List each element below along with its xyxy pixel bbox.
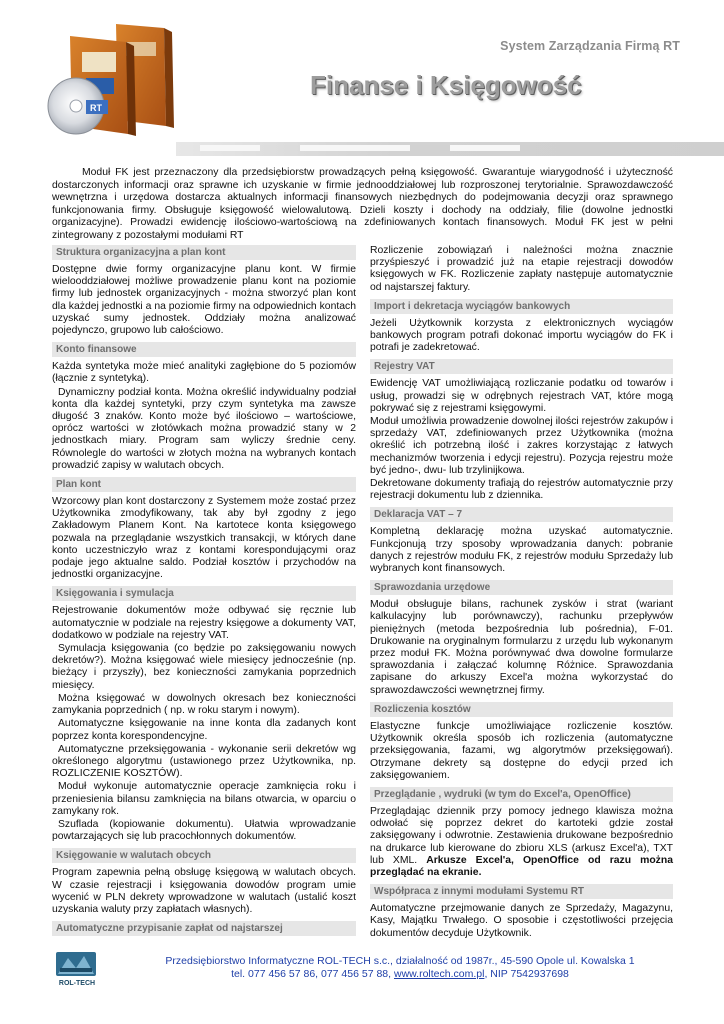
section-text: Jeżeli Użytkownik korzysta z elektronicznych wyciągów bankowych program potrafi dokonać importu wyciągów do FK i potrafi je zadekretować. bbox=[370, 317, 673, 354]
band-highlight bbox=[450, 145, 520, 151]
roltech-logo bbox=[54, 950, 100, 988]
page-header bbox=[0, 0, 724, 165]
section-text: Szuflada (kopiowanie dokumentu). Ułatwia wprowadzanie powtarzających się lub pracochłonnych dokumentów. bbox=[52, 818, 356, 843]
system-title: System Zarządzania Firmą RT bbox=[500, 39, 680, 53]
section-text: Program zapewnia pełną obsługę księgową w walutach obcych. W czasie rejestracji i księgowania dowodów program umie wycenić w PLN dekrety wprowadzone w walutach (ustalić koszt uzyskania waluty przy zapłatach własnych). bbox=[52, 867, 356, 915]
section-text: Automatyczne księgowanie na inne konta dla zadanych kont poprzez konta korespondencyjne. bbox=[52, 718, 356, 742]
footer bbox=[120, 955, 680, 981]
website-link[interactable]: www.roltech.com.pl bbox=[393, 968, 485, 980]
section-text: Automatyczne przejmowanie danych ze Sprzedaży, Magazynu, Kasy, Majątku Trwałego. O sposobie i częstotliwości przejęcia dokumentów decyduje Użytkownik. bbox=[370, 903, 673, 939]
band-highlight bbox=[200, 145, 260, 151]
right-column bbox=[370, 245, 673, 941]
section-text bbox=[370, 806, 673, 879]
intro-paragraph: Moduł FK jest przeznaczony dla przedsiębiorstw prowadzących pełną księgowość. Gwarantuje wiarygodność i użyteczność dostarczonych informacji oraz sprawne ich uzyskanie w firmie jednooddziałowej lub rozproszonej terytorialnie. Sprawozdawczość wewnętrzna i urzędowa dostarcza aktualnych informacji finansowych niezbędnych do podejmowania decyzji oraz sprawnego funkcjonowania firmy. Obsługuje księgowość wielowalutową. Dzieli koszty i dochody na oddziały, filie (dowolne jednostki organizacyjne). Prowadzi ewidencję ilościowo-wartościową na zdefiniowanych kontach finansowych. Moduł FK jest w pełni zintegrowany z pozostałymi modułami RT bbox=[52, 167, 673, 241]
section-heading: Import i dekretacja wyciągów bankowych bbox=[370, 299, 673, 314]
section-text: Automatyczne przeksięgowania - wykonanie serii dekretów wg określonego algorytmu (ustawionego przez Użytkownika, np. ROZLICZENIE KOSZTÓW). bbox=[52, 743, 356, 780]
software-box-image bbox=[46, 22, 178, 142]
section-text: Wzorcowy plan kont dostarczony z Systemem może zostać przez Użytkownika zmodyfikowany, tak aby był zgodny z jego Zakładowym Planem Kont. Na kartotece konta księgowego pozwala na przeglądanie wszystkich transakcji, w których dane konto uczestniczyło wraz z kontami korespondującymi oraz podaje jego aktualne saldo. Podział kosztów i przychodów na jednostki organizacyjne. bbox=[52, 496, 356, 581]
section-heading: Plan kont bbox=[52, 477, 356, 492]
section-text: Moduł obsługuje bilans, rachunek zysków i strat (wariant kalkulacyjny lub porównawczy), rachunku przepływów pieniężnych (metoda bezpośrednia lub pośrednia), F-01. Drukowanie na oryginalnym formularzu z urzędu lub wykonanym przez moduł FK. Można porównywać dwa dowolne formularze sprawozdania i załączać kolumnę Różnice. Sprawozdania zapisane do arkuszy Excel'a można wykorzystać do sprawozdawczości wewnętrznej firmy. bbox=[370, 599, 673, 696]
section-text: Każda syntetyka może mieć analityki zagłębione do 5 poziomów (łącznie z syntetyką). bbox=[52, 361, 356, 385]
section-heading: Przeglądanie , wydruki (w tym do Excel'a, OpenOffice) bbox=[370, 787, 673, 802]
svg-text:RT: RT bbox=[90, 103, 102, 113]
section-text: Dynamiczny podział konta. Można określić indywidualny podział konta dla każdej syntetyki, przy czym syntetyka ma zawsze długość 3 znaków. Konto może być ilościowo – wartościowe, oprócz wartości w złotówkach można prowadzić stany w 2 jednostkach miary. Program sam wyliczy średnie ceny. Równolegle do wartości w złotych można na wybranych kontach prowadzić zapisy w walutach obcych. bbox=[52, 386, 356, 471]
section-text: Symulacja księgowania (co będzie po zaksięgowaniu nowych dekretów?). Można księgować wiele miesięcy jednocześnie (np. bieżący i przyszły), bez konieczności zamykania poprzednich miesięcy. bbox=[52, 643, 356, 691]
section-text: Dostępne dwie formy organizacyjne planu kont. W firmie wielooddziałowej możliwe prowadzenie planu kont na poziomie firmy lub jednostek organizacyjnych - można stworzyć plan kont dla każdej jednostki a na poziomie firmy na odpowiednich kontach uzyskać sumy jednostek. Oddziały można analizować pojedynczo, grupowo lub całościowo. bbox=[52, 264, 356, 337]
section-heading: Księgowanie w walutach obcych bbox=[52, 848, 356, 863]
left-column bbox=[52, 245, 356, 940]
section-text-bold: Arkusze Excel'a, OpenOffice od razu można przeglądać na ekranie. bbox=[370, 854, 673, 878]
footer-contact-line bbox=[120, 968, 680, 981]
logo-text: ROL-TECH bbox=[58, 980, 96, 987]
section-text: Elastyczne funkcje umożliwiające rozliczenie kosztów. Użytkownik określa sposób ich rozliczenia (automatyczne przeksięgowania, fazami, wg algorytmów przeksięgowań). Otrzymane dekrety są dostępne do edycji przed ich zaksięgowaniem. bbox=[370, 720, 673, 781]
section-heading: Rejestry VAT bbox=[370, 359, 673, 374]
section-text: Dekretowane dokumenty trafiają do rejestrów automatycznie przy rejestracji dokumentu lub z dziennika. bbox=[370, 478, 673, 502]
section-heading: Automatyczne przypisanie zapłat od najstarszej bbox=[52, 921, 356, 936]
section-text: Można księgować w dowolnych okresach bez konieczności zamykania poprzednich ( np. w roku starym i nowym). bbox=[52, 692, 356, 717]
section-text: Kompletną deklarację można uzyskać automatycznie. Funkcjonują trzy sposoby wprowadzania danych: pobranie danych z rejestrów modułu FK, z rejestrów modułu Sprzedaży lub wybranych kont finansowych. bbox=[370, 526, 673, 575]
section-heading: Deklaracja VAT – 7 bbox=[370, 507, 673, 522]
page-title: Finanse i Księgowość bbox=[310, 70, 582, 100]
section-heading: Rozliczenia kosztów bbox=[370, 702, 673, 717]
section-heading: Współpraca z innymi modułami Systemu RT bbox=[370, 884, 673, 899]
section-heading: Sprawozdania urzędowe bbox=[370, 580, 673, 595]
section-text: Ewidencję VAT umożliwiającą rozliczanie podatku od towarów i usług, prowadzi się w odrębnych rejestrach VAT, które mogą pokrywać się z rejestrami księgowymi. bbox=[370, 378, 673, 414]
footer-company-line: Przedsiębiorstwo Informatyczne ROL-TECH s.c., działalność od 1987r., 45-590 Opole ul. Kowalska 1 bbox=[165, 955, 635, 967]
section-text: Moduł wykonuje automatycznie operacje zamknięcia roku i przeniesienia bilansu zamknięcia na bilans otwarcia, w oparciu o zamykany rok. bbox=[52, 781, 356, 817]
section-text: Rozliczenie zobowiązań i należności można znacznie przyśpieszyć i prowadzić już na etapie rejestracji dowodów księgowych w FK. Rozliczenie zapłaty następuje automatycznie od najstarszej faktury. bbox=[370, 245, 673, 293]
footer-nip: , NIP 7542937698 bbox=[484, 968, 569, 980]
section-text: Moduł umożliwia prowadzenie dowolnej ilości rejestrów zakupów i sprzedaży VAT, zdefiniowanych przez Użytkownika (można określić ich potrzebną ilość i zakres korzystając z łatwych mechanizmów tworzenia i edycji rejestru). Pozycja rejestru może być jedno-, dwu- lub trzylinijkowa. bbox=[370, 416, 673, 476]
footer-phone: tel. 077 456 57 86, 077 456 57 88, bbox=[231, 968, 394, 980]
section-heading: Księgowania i symulacja bbox=[52, 586, 356, 601]
section-text: Rejestrowanie dokumentów może odbywać się ręcznie lub automatycznie w podziale na rejestry księgowe a dokumenty VAT, dodatkowo w podziale na rejestry VAT. bbox=[52, 605, 356, 641]
section-heading: Struktura organizacyjna a plan kont bbox=[52, 245, 356, 260]
band-highlight bbox=[300, 145, 410, 151]
section-text-plain: Przeglądając dziennik przy pomocy jednego klawisza można odwołać się poprzez dekret do kartoteki gdzie został zaksięgowany i odwrotnie. Zestawienia drukowane bezpośrednio na drukarce lub kierowane do zbioru XLS (arkusz Excel'a), TXT lub XML. bbox=[370, 805, 673, 866]
section-heading: Konto finansowe bbox=[52, 342, 356, 357]
